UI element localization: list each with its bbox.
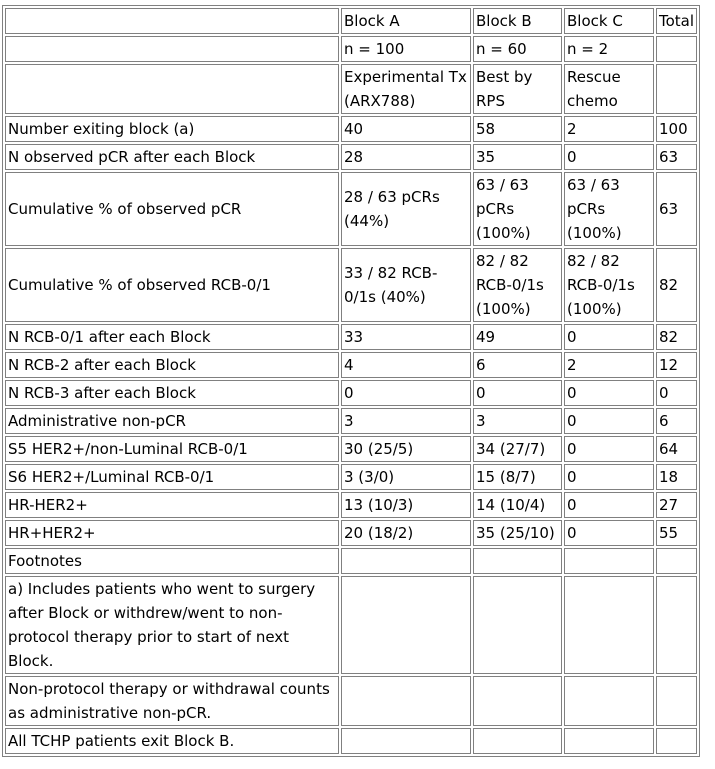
cell-block-b: 82 / 82 RCB-0/1s (100%) — [473, 248, 562, 322]
cell-label: HR+HER2+ — [5, 520, 339, 546]
cell-block-b — [473, 728, 562, 754]
cell-block-b — [473, 548, 562, 574]
footnote-row — [5, 676, 697, 726]
data-row — [5, 144, 697, 170]
cell-total: 63 — [656, 172, 697, 246]
cell-block-c: 82 / 82 RCB-0/1s (100%) — [564, 248, 654, 322]
cell-label: N observed pCR after each Block — [5, 144, 339, 170]
cell-block-b — [473, 576, 562, 674]
cell-label: a) Includes patients who went to surgery after Block or withdrew/went to non-protocol therapy prior to start of next Block. — [5, 576, 339, 674]
cell-label: N RCB-2 after each Block — [5, 352, 339, 378]
cell-block-b: 35 (25/10) — [473, 520, 562, 546]
cell-block-a: 33 — [341, 324, 471, 350]
cell-block-a: 20 (18/2) — [341, 520, 471, 546]
cell-block-b: Best by RPS — [473, 64, 562, 114]
results-table-wrapper — [2, 5, 700, 757]
cell-block-c — [564, 548, 654, 574]
cell-block-a: n = 100 — [341, 36, 471, 62]
footnote-row — [5, 728, 697, 754]
cell-block-c: 0 — [564, 408, 654, 434]
cell-block-b: 14 (10/4) — [473, 492, 562, 518]
cell-label: N RCB-3 after each Block — [5, 380, 339, 406]
data-row — [5, 520, 697, 546]
cell-block-b: 35 — [473, 144, 562, 170]
results-table — [2, 5, 700, 757]
footnote-row — [5, 576, 697, 674]
cell-total: Total — [656, 8, 697, 34]
data-row — [5, 172, 697, 246]
cell-block-a: 3 (3/0) — [341, 464, 471, 490]
header-row — [5, 8, 697, 34]
cell-label: S5 HER2+/non-Luminal RCB-0/1 — [5, 436, 339, 462]
cell-total — [656, 576, 697, 674]
cell-total: 0 — [656, 380, 697, 406]
data-row — [5, 248, 697, 322]
cell-block-a: Block A — [341, 8, 471, 34]
cell-block-b — [473, 676, 562, 726]
cell-block-a — [341, 728, 471, 754]
data-row — [5, 408, 697, 434]
cell-block-a: 4 — [341, 352, 471, 378]
data-row — [5, 492, 697, 518]
cell-total — [656, 728, 697, 754]
cell-block-b: 6 — [473, 352, 562, 378]
cell-block-c: 63 / 63 pCRs (100%) — [564, 172, 654, 246]
cell-block-c: 0 — [564, 324, 654, 350]
cell-block-b: 0 — [473, 380, 562, 406]
cell-label: Cumulative % of observed pCR — [5, 172, 339, 246]
cell-label — [5, 36, 339, 62]
cell-block-a: 30 (25/5) — [341, 436, 471, 462]
cell-block-c: Block C — [564, 8, 654, 34]
cell-block-c — [564, 676, 654, 726]
cell-block-a: 0 — [341, 380, 471, 406]
cell-total: 63 — [656, 144, 697, 170]
cell-block-b: n = 60 — [473, 36, 562, 62]
cell-block-a — [341, 576, 471, 674]
cell-total — [656, 676, 697, 726]
cell-label: N RCB-0/1 after each Block — [5, 324, 339, 350]
cell-label — [5, 8, 339, 34]
cell-block-b: 58 — [473, 116, 562, 142]
cell-block-a — [341, 676, 471, 726]
data-row — [5, 436, 697, 462]
cell-label — [5, 64, 339, 114]
cell-total — [656, 548, 697, 574]
cell-block-a: 28 / 63 pCRs (44%) — [341, 172, 471, 246]
data-row — [5, 352, 697, 378]
cell-block-a: Experimental Tx (ARX788) — [341, 64, 471, 114]
data-row — [5, 324, 697, 350]
cell-block-b: 49 — [473, 324, 562, 350]
cell-block-a: 13 (10/3) — [341, 492, 471, 518]
cell-block-c: 0 — [564, 492, 654, 518]
cell-block-a: 3 — [341, 408, 471, 434]
cell-total: 100 — [656, 116, 697, 142]
cell-label: All TCHP patients exit Block B. — [5, 728, 339, 754]
cell-label: Administrative non-pCR — [5, 408, 339, 434]
header-row — [5, 64, 697, 114]
cell-block-c: 0 — [564, 436, 654, 462]
cell-total: 12 — [656, 352, 697, 378]
data-row — [5, 464, 697, 490]
cell-block-c: 0 — [564, 520, 654, 546]
cell-total — [656, 36, 697, 62]
cell-block-c: Rescue chemo — [564, 64, 654, 114]
cell-label: S6 HER2+/Luminal RCB-0/1 — [5, 464, 339, 490]
cell-block-a — [341, 548, 471, 574]
cell-block-c — [564, 728, 654, 754]
cell-block-a: 33 / 82 RCB-0/1s (40%) — [341, 248, 471, 322]
cell-block-c: 0 — [564, 380, 654, 406]
cell-block-c: n = 2 — [564, 36, 654, 62]
header-row — [5, 36, 697, 62]
cell-label: Number exiting block (a) — [5, 116, 339, 142]
cell-block-b: 63 / 63 pCRs (100%) — [473, 172, 562, 246]
cell-total: 82 — [656, 248, 697, 322]
cell-block-a: 28 — [341, 144, 471, 170]
data-row — [5, 380, 697, 406]
cell-label: HR-HER2+ — [5, 492, 339, 518]
cell-block-b: 3 — [473, 408, 562, 434]
cell-label: Footnotes — [5, 548, 339, 574]
cell-label: Non-protocol therapy or withdrawal counts as administrative non-pCR. — [5, 676, 339, 726]
cell-block-c: 0 — [564, 464, 654, 490]
cell-block-c: 2 — [564, 352, 654, 378]
cell-total — [656, 64, 697, 114]
cell-block-b: 34 (27/7) — [473, 436, 562, 462]
cell-block-c: 2 — [564, 116, 654, 142]
cell-block-c: 0 — [564, 144, 654, 170]
cell-block-b: 15 (8/7) — [473, 464, 562, 490]
cell-total: 18 — [656, 464, 697, 490]
cell-block-b: Block B — [473, 8, 562, 34]
cell-block-a: 40 — [341, 116, 471, 142]
cell-label: Cumulative % of observed RCB-0/1 — [5, 248, 339, 322]
results-table-body — [5, 8, 697, 754]
cell-block-c — [564, 576, 654, 674]
data-row — [5, 116, 697, 142]
footnote-row — [5, 548, 697, 574]
cell-total: 6 — [656, 408, 697, 434]
cell-total: 55 — [656, 520, 697, 546]
cell-total: 64 — [656, 436, 697, 462]
cell-total: 27 — [656, 492, 697, 518]
cell-total: 82 — [656, 324, 697, 350]
